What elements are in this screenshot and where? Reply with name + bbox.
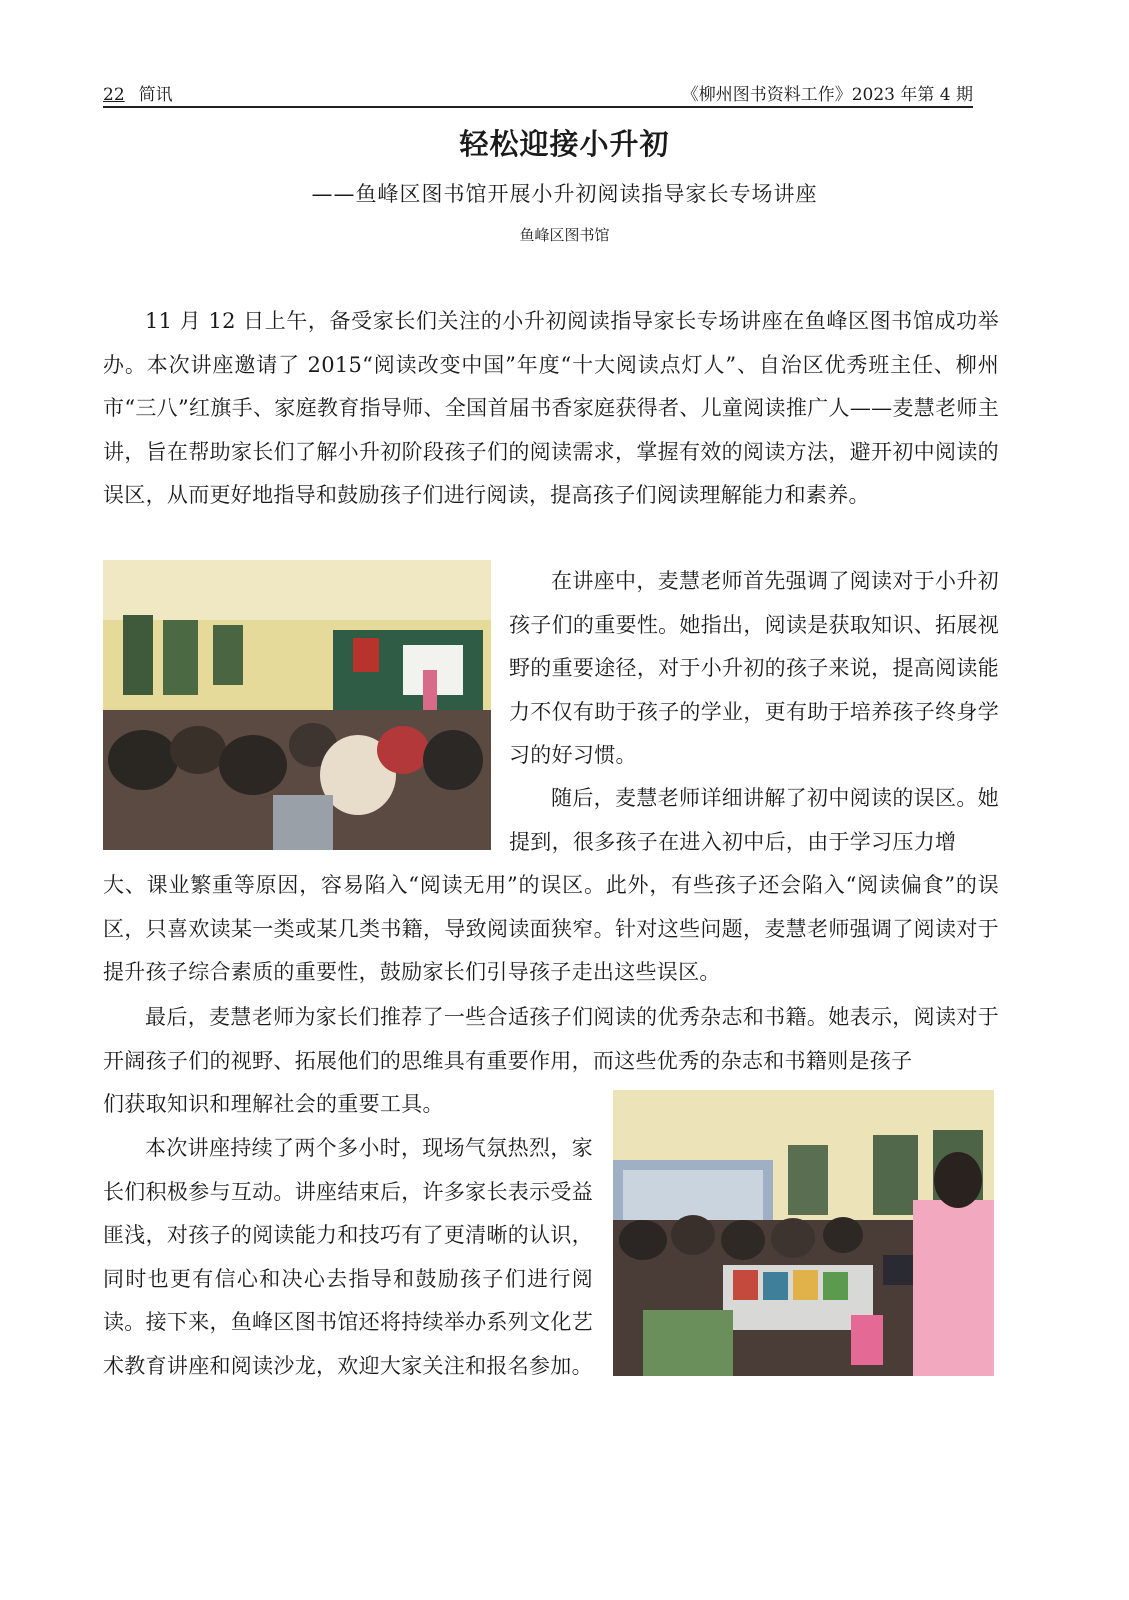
page-header: [103, 78, 973, 108]
paragraph-misconceptions-cont: 大、课业繁重等原因，容易陷入“阅读无用”的误区。此外，有些孩子还会陷入“阅读偏食”的误区，只喜欢读某一类或某几类书籍，导致阅读面狭窄。针对这些问题，麦慧老师强调了阅读对于提升孩子综合素质的重要性，鼓励家长们引导孩子走出这些误区。: [103, 873, 999, 984]
article-subtitle: ——鱼峰区图书馆开展小升初阅读指导家长专场讲座: [311, 182, 818, 206]
header-rule: [103, 106, 973, 108]
paragraph-recommendations: 最后，麦慧老师为家长们推荐了一些合适孩子们阅读的优秀杂志和书籍。她表示，阅读对于开阔孩子们的视野、拓展他们的思维具有重要作用，而这些优秀的杂志和书籍则是孩子: [103, 1005, 999, 1073]
header-left: [103, 80, 173, 105]
section-name: 简讯: [138, 85, 173, 105]
lecture-photo: [103, 560, 491, 850]
journal-issue: 《柳州图书资料工作》2023 年第 4 期: [681, 85, 973, 105]
paragraph-recommendations-cont: 们获取知识和理解社会的重要工具。: [103, 1092, 444, 1116]
paragraph-conclusion: 本次讲座持续了两个多小时，现场气氛热烈，家长们积极参与互动。讲座结束后，许多家长表示受益匪浅，对孩子的阅读能力和技巧有了更清晰的认识，同时也更有信心和决心去指导和鼓励孩子们进行阅读。接下来，鱼峰区图书馆还将持续举办系列文化艺术教育讲座和阅读沙龙，欢迎大家关注和报名参加。: [103, 1136, 593, 1378]
article-title: 轻松迎接小升初: [459, 127, 670, 161]
paragraph-importance: 在讲座中，麦慧老师首先强调了阅读对于小升初孩子们的重要性。她指出，阅读是获取知识、拓展视野的重要途径，对于小升初的孩子来说，提高阅读能力不仅有助于孩子的学业，更有助于培养孩子终身学习的好习惯。: [509, 569, 999, 767]
page-number: 22: [103, 85, 125, 105]
paragraph-misconceptions-start: 随后，麦慧老师详细讲解了初中阅读的误区。她提到，很多孩子在进入初中后，由于学习压力增: [509, 786, 999, 854]
article-author: 鱼峰区图书馆: [519, 226, 610, 244]
paragraph-intro: 11 月 12 日上午，备受家长们关注的小升初阅读指导家长专场讲座在鱼峰区图书馆成功举办。本次讲座邀请了 2015“阅读改变中国”年度“十大阅读点灯人”、自治区优秀班主任、柳州市“三八”红旗手、家庭教育指导师、全国首届书香家庭获得者、儿童阅读推广人——麦慧老师主讲，旨在帮助家长们了解小升初阶段孩子们的阅读需求，掌握有效的阅读方法，避开初中阅读的误区，从而更好地指导和鼓励孩子们进行阅读，提高孩子们阅读理解能力和素养。: [103, 309, 999, 507]
book-display-photo: [613, 1090, 994, 1376]
